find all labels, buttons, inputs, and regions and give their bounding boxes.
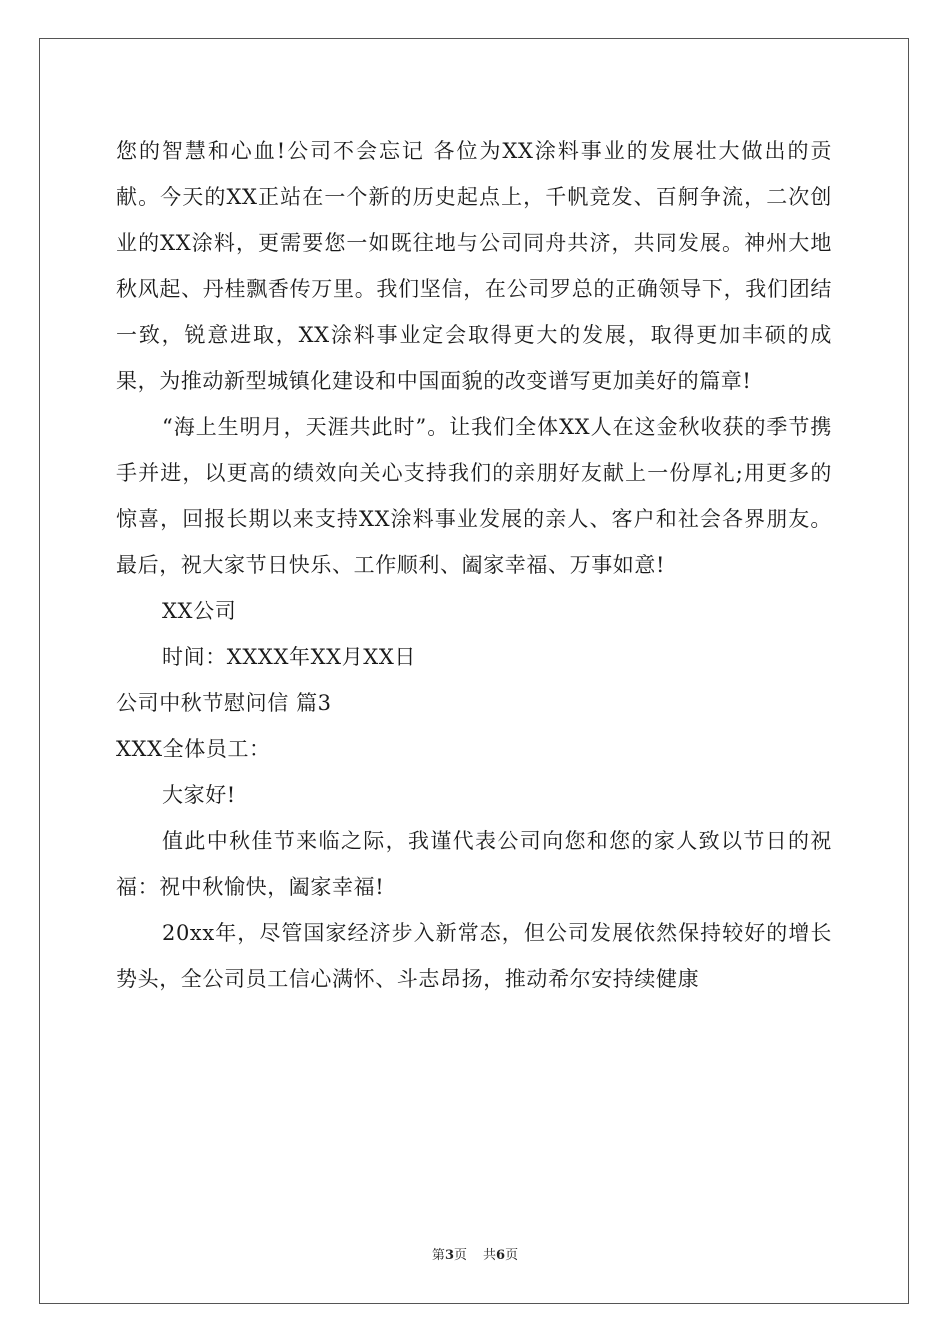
paragraph-company-growth: 20xx年，尽管国家经济步入新常态，但公司发展依然保持较好的增长势头，全公司员工信心满怀、斗志昂扬，推动希尔安持续健康	[116, 921, 832, 991]
signature-date: 时间：XXXX年XX月XX日	[162, 645, 417, 669]
document-body	[116, 128, 832, 1002]
paragraph-holiday-blessing: 值此中秋佳节来临之际，我谨代表公司向您和您的家人致以节日的祝福：祝中秋愉快，阖家幸福!	[116, 829, 832, 899]
page-footer	[0, 1247, 950, 1265]
page-suffix: 页	[453, 1248, 467, 1263]
paragraph-closing-remarks: 您的智慧和心血!公司不会忘记 各位为XX涂料事业的发展壮大做出的贡献。今天的XX正站在一个新的历史起点上，千帆竞发、百舸争流，二次创业的XX涂料，更需要您一如既往地与公司同舟共济，共同发展。神州大地秋风起、丹桂飘香传万里。我们坚信，在公司罗总的正确领导下，我们团结一致，锐意进取，XX涂料事业定会取得更大的发展，取得更加丰硕的成果，为推动新型城镇化建设和中国面貌的改变谱写更加美好的篇章!	[116, 139, 832, 393]
letter-salutation: XXX全体员工：	[116, 737, 271, 761]
letter-greeting: 大家好!	[162, 783, 236, 807]
paragraph-festival-wishes: “海上生明月，天涯共此时”。让我们全体XX人在这金秋收获的季节携手并进，以更高的绩效向关心支持我们的亲朋好友献上一份厚礼;用更多的惊喜，回报长期以来支持XX涂料事业发展的亲人、客户和社会各界朋友。最后，祝大家节日快乐、工作顺利、阖家幸福、万事如意!	[116, 415, 832, 577]
page-prefix: 第	[431, 1248, 445, 1263]
page-number-current: 3	[444, 1248, 454, 1263]
total-suffix: 页	[505, 1248, 519, 1263]
section-title: 公司中秋节慰问信 篇3	[116, 691, 332, 715]
page-number-total: 6	[496, 1248, 506, 1263]
total-prefix: 共	[483, 1248, 497, 1263]
signature-company: XX公司	[162, 599, 237, 623]
